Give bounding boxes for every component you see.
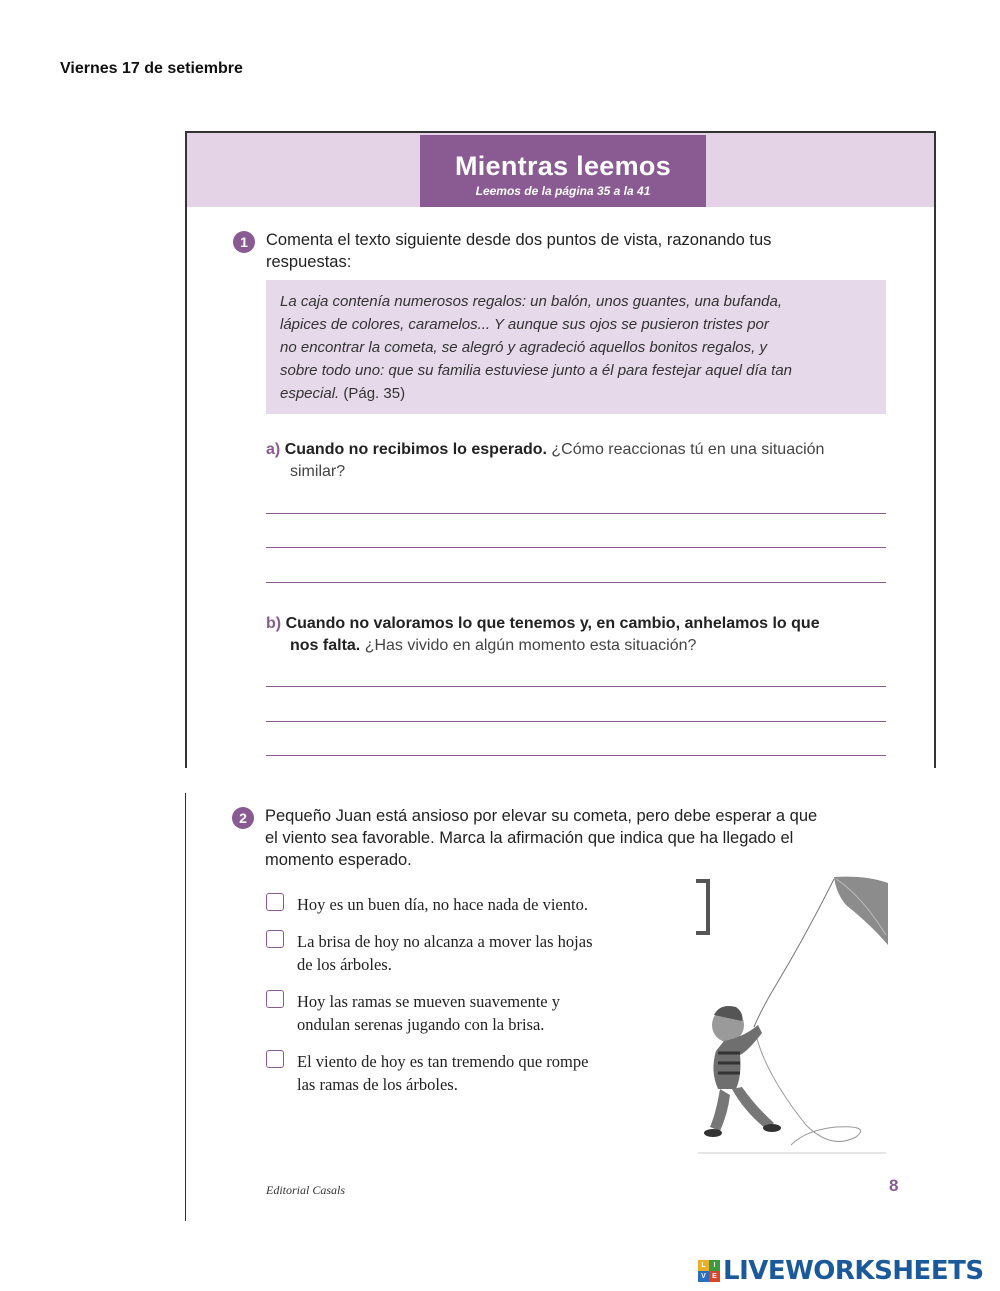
option-3-line-1: Hoy las ramas se mueven suavemente y <box>297 992 561 1011</box>
quote-line <box>280 382 872 405</box>
subquestion-a <box>266 439 824 483</box>
option-2-text <box>297 930 593 976</box>
logo-letter: V <box>698 1271 709 1282</box>
subquestion-b-letter: b) <box>266 615 282 632</box>
answer-line-a-3[interactable] <box>266 582 886 583</box>
option-2-line-1: La brisa de hoy no alcanza a mover las hojas <box>297 932 593 951</box>
logo-letter: I <box>709 1260 720 1271</box>
worksheet-card-top <box>185 131 936 768</box>
quote-last: especial. <box>280 385 340 402</box>
option-3-checkbox[interactable] <box>266 990 284 1008</box>
publisher-label: Editorial Casals <box>266 1183 346 1197</box>
subquestion-b-bold-2: nos falta. <box>290 637 361 654</box>
subquestion-a-letter: a) <box>266 441 281 458</box>
liveworksheets-logo-icon <box>698 1260 720 1282</box>
subquestion-b <box>266 613 820 657</box>
answer-line-a-2[interactable] <box>266 547 886 548</box>
subquestion-b-bold: Cuando no valoramos lo que tenemos y, en cambio, anhelamos lo que <box>285 615 820 632</box>
quote-line: no encontrar la cometa, se alegró y agradeció aquellos bonitos regalos, y <box>280 339 767 356</box>
worksheet-card-bottom <box>185 793 936 1221</box>
question-1-line-1: Comenta el texto siguiente desde dos puntos de vista, razonando tus <box>266 231 772 249</box>
question-2-line-3: momento esperado. <box>265 851 412 869</box>
title-box <box>420 135 706 207</box>
subquestion-b-text: ¿Has vivido en algún momento esta situación? <box>364 637 697 654</box>
question-1-line-2: respuestas: <box>266 253 352 271</box>
answer-line-b-2[interactable] <box>266 721 886 722</box>
logo-letter: L <box>698 1260 709 1271</box>
option-1-checkbox[interactable] <box>266 893 284 911</box>
option-4-text <box>297 1050 588 1096</box>
option-3-line-2: ondulan serenas jugando con la brisa. <box>297 1015 545 1034</box>
answer-line-b-1[interactable] <box>266 686 886 687</box>
option-4-line-2: las ramas de los árboles. <box>297 1075 458 1094</box>
question-2-prompt <box>265 805 817 871</box>
kite-string <box>754 879 834 1027</box>
question-1-prompt <box>266 229 771 273</box>
answer-line-b-3[interactable] <box>266 755 886 756</box>
brand-name: LIVEWORKSHEETS <box>723 1256 984 1286</box>
question-1-badge: 1 <box>233 231 255 253</box>
page-number: 8 <box>889 1176 899 1195</box>
kite-boy-illustration <box>696 875 888 1157</box>
quote-reference: (Pág. 35) <box>343 385 406 402</box>
page-title: Mientras leemos <box>454 151 672 181</box>
window-frame <box>696 881 708 933</box>
quote-line: sobre todo uno: que su familia estuviese junto a él para festejar aquel día tan <box>280 362 792 379</box>
answer-line-a-1[interactable] <box>266 513 886 514</box>
question-2-line-2: el viento sea favorable. Marca la afirmación que indica que ha llegado el <box>265 829 794 847</box>
option-4-checkbox[interactable] <box>266 1050 284 1068</box>
option-1-line-1: Hoy es un buen día, no hace nada de viento. <box>297 895 588 914</box>
option-2-line-2: de los árboles. <box>297 955 392 974</box>
option-1-text <box>297 893 588 916</box>
option-4-line-1: El viento de hoy es tan tremendo que rompe <box>297 1052 589 1071</box>
quote-line: La caja contenía numerosos regalos: un balón, unos guantes, una bufanda, <box>280 293 783 310</box>
option-3-text <box>297 990 560 1036</box>
subquestion-a-line-2: similar? <box>290 463 346 480</box>
option-2-checkbox[interactable] <box>266 930 284 948</box>
page-date: Viernes 17 de setiembre <box>60 60 243 77</box>
quote-box <box>266 280 886 414</box>
page-subtitle: Leemos de la página 35 a la 41 <box>475 184 651 198</box>
subquestion-a-bold: Cuando no recibimos lo esperado. <box>284 441 547 458</box>
logo-letter: E <box>709 1271 720 1282</box>
quote-line: lápices de colores, caramelos... Y aunque sus ojos se pusieron tristes por <box>280 316 769 333</box>
question-2-badge: 2 <box>232 807 254 829</box>
subquestion-a-text: ¿Cómo reaccionas tú en una situación <box>551 441 825 458</box>
question-2-line-1: Pequeño Juan está ansioso por elevar su cometa, pero debe esperar a que <box>265 807 818 825</box>
kite-shape <box>834 877 888 945</box>
liveworksheets-brand[interactable] <box>698 1256 984 1286</box>
